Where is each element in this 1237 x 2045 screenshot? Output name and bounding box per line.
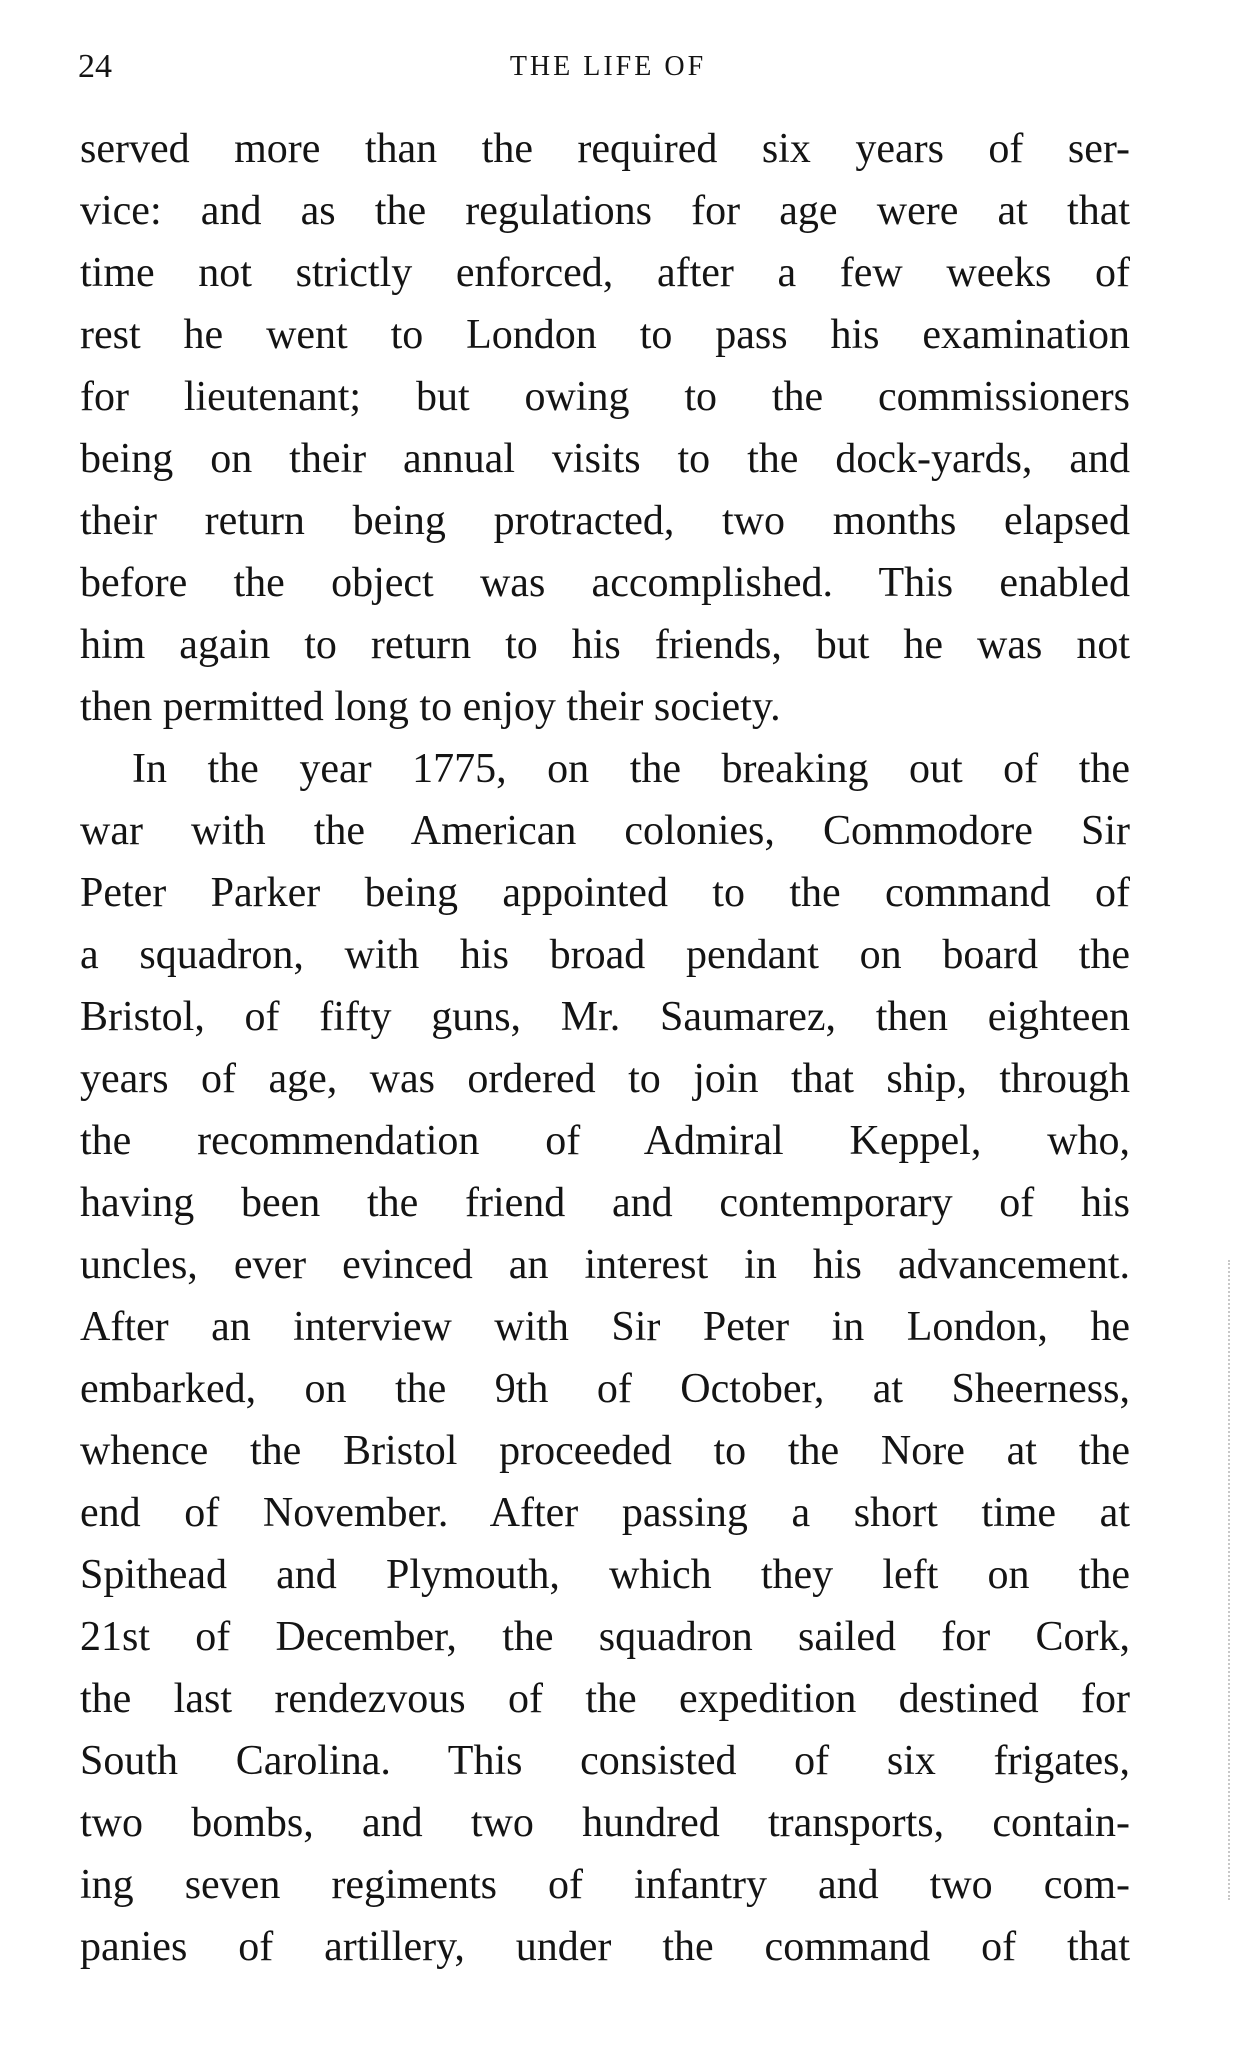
text-line: for lieutenant; but owing to the commissioners — [80, 374, 1130, 420]
text-line: two bombs, and two hundred transports, contain- — [80, 1800, 1130, 1846]
text-line: South Carolina. This consisted of six frigates, — [80, 1738, 1130, 1784]
text-line: Spithead and Plymouth, which they left on the — [80, 1552, 1130, 1598]
text-line: time not strictly enforced, after a few weeks of — [80, 250, 1130, 296]
running-head — [78, 42, 1138, 92]
text-line: the last rendezvous of the expedition destined for — [80, 1676, 1130, 1722]
text-line: served more than the required six years of ser- — [80, 126, 1130, 172]
paragraph-start-line: In the year 1775, on the breaking out of the — [132, 746, 1130, 792]
body-text — [80, 118, 1130, 1978]
text-line: After an interview with Sir Peter in London, he — [80, 1304, 1130, 1350]
paragraph-end-line: then permitted long to enjoy their society. — [80, 684, 781, 730]
running-title: THE LIFE OF — [509, 51, 707, 82]
text-line: panies of artillery, under the command of that — [80, 1924, 1130, 1970]
text-line: a squadron, with his broad pendant on board the — [80, 932, 1130, 978]
page-number: 24 — [78, 48, 112, 85]
text-line: their return being protracted, two months elapsed — [80, 498, 1130, 544]
text-line: end of November. After passing a short time at — [80, 1490, 1130, 1536]
text-line: rest he went to London to pass his examination — [80, 312, 1130, 358]
text-line: years of age, was ordered to join that ship, through — [80, 1056, 1130, 1102]
text-line: having been the friend and contemporary of his — [80, 1180, 1130, 1226]
text-line: him again to return to his friends, but he was not — [80, 622, 1130, 668]
text-line: Peter Parker being appointed to the command of — [80, 870, 1130, 916]
text-line: before the object was accomplished. This enabled — [80, 560, 1130, 606]
text-line: 21st of December, the squadron sailed for Cork, — [80, 1614, 1130, 1660]
text-line: whence the Bristol proceeded to the Nore at the — [80, 1428, 1130, 1474]
text-line: embarked, on the 9th of October, at Sheerness, — [80, 1366, 1130, 1412]
text-line: vice: and as the regulations for age were at that — [80, 188, 1130, 234]
scan-margin-mark — [1228, 1260, 1230, 1900]
text-line: war with the American colonies, Commodore Sir — [80, 808, 1130, 854]
text-line: Bristol, of fifty guns, Mr. Saumarez, then eighteen — [80, 994, 1130, 1040]
text-line: the recommendation of Admiral Keppel, who, — [80, 1118, 1130, 1164]
text-line: being on their annual visits to the dock-yards, and — [80, 436, 1130, 482]
text-line: ing seven regiments of infantry and two com- — [80, 1862, 1130, 1908]
text-line: uncles, ever evinced an interest in his advancement. — [80, 1242, 1130, 1288]
